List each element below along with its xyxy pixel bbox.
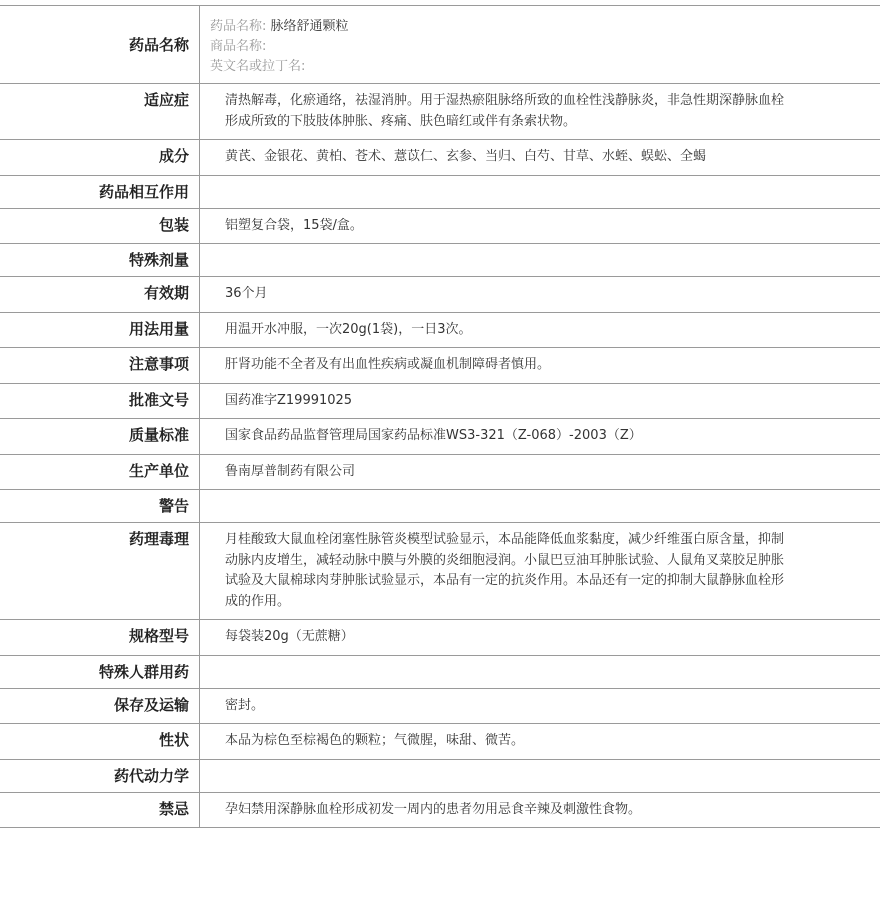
approval-number-value: 国药准字Z19991025 [225, 392, 353, 408]
usage-dosage-label: 用法用量 [0, 313, 200, 348]
drug-info-table [0, 5, 880, 828]
manufacturer-value: 鲁南厚普制药有限公司 [225, 463, 356, 479]
warning-row [0, 490, 880, 523]
trade-name-line [210, 37, 870, 57]
generic-name-label: 药品名称: [210, 19, 267, 34]
interactions-row [0, 176, 880, 209]
shelf-life-value: 36个月 [225, 286, 268, 301]
generic-name-line [210, 17, 870, 37]
drug-name-value [200, 6, 880, 83]
english-name-label: 英文名或拉丁名: [210, 59, 306, 74]
usage-dosage-row [0, 313, 880, 349]
specification-label: 规格型号 [0, 620, 200, 655]
pharmacology-toxicology-value: 月桂酸致大鼠血栓闭塞性脉管炎模型试验显示，本品能降低血浆黏度，减少纤维蛋白原含量，抑制动脉内皮增生，减轻动脉中膜与外膜的炎细胞浸润。小鼠巴豆油耳肿胀试验、人鼠角叉菜胶足肿胀试验及大鼠棉球肉芽肿胀试验显示，本品有一定的抗炎作用。本品还有一定的抑制大鼠静脉血栓形成的作用。 [225, 532, 785, 609]
contraindications-label: 禁忌 [0, 793, 200, 828]
packaging-value: 铝塑复合袋，15袋/盒。 [225, 217, 363, 233]
description-row [0, 724, 880, 760]
special-dosage-label: 特殊剂量 [0, 244, 200, 276]
specification-row [0, 620, 880, 656]
approval-number-row [0, 384, 880, 420]
special-populations-row [0, 656, 880, 689]
description-label: 性状 [0, 724, 200, 759]
special-dosage-row [0, 244, 880, 277]
shelf-life-row [0, 277, 880, 313]
pharmacokinetics-row [0, 760, 880, 793]
precautions-row [0, 348, 880, 384]
indications-value: 清热解毒，化瘀通络，祛湿消肿。用于湿热瘀阻脉络所致的血栓性浅静脉炎，非急性期深静脉血栓形成所致的下肢肢体肿胀、疼痛、肤色暗红或伴有条索状物。 [225, 93, 785, 129]
special-populations-value [200, 656, 880, 688]
indications-label: 适应症 [0, 84, 200, 139]
packaging-row [0, 209, 880, 245]
interactions-label: 药品相互作用 [0, 176, 200, 208]
generic-name-value: 脉络舒通颗粒 [270, 19, 349, 34]
quality-standard-row [0, 419, 880, 455]
indications-row [0, 84, 880, 140]
precautions-label: 注意事项 [0, 348, 200, 383]
interactions-value [200, 176, 880, 208]
drug-name-row [0, 6, 880, 84]
pharmacokinetics-value [200, 760, 880, 792]
ingredients-row [0, 140, 880, 176]
storage-transport-label: 保存及运输 [0, 689, 200, 724]
ingredients-label: 成分 [0, 140, 200, 175]
contraindications-value: 孕妇禁用深静脉血栓形成初发一周内的患者勿用忌食辛辣及刺激性食物。 [225, 801, 642, 817]
storage-transport-row [0, 689, 880, 725]
shelf-life-label: 有效期 [0, 277, 200, 312]
quality-standard-value: 国家食品药品监督管理局国家药品标准WS3-321（Z-068）-2003（Z） [225, 428, 642, 443]
drug-name-label: 药品名称 [0, 6, 200, 83]
precautions-value: 肝肾功能不全者及有出血性疾病或凝血机制障碍者慎用。 [225, 357, 551, 372]
pharmacology-toxicology-row [0, 523, 880, 620]
usage-dosage-value: 用温开水冲服，一次20g(1袋)，一日3次。 [225, 321, 472, 337]
special-populations-label: 特殊人群用药 [0, 656, 200, 688]
trade-name-label: 商品名称: [210, 39, 267, 54]
warning-label: 警告 [0, 490, 200, 522]
ingredients-value: 黄芪、金银花、黄柏、苍术、薏苡仁、玄参、当归、白芍、甘草、水蛭、蜈蚣、全蝎 [225, 149, 707, 164]
warning-value [200, 490, 880, 522]
manufacturer-label: 生产单位 [0, 455, 200, 490]
description-value: 本品为棕色至棕褐色的颗粒；气微腥，味甜、微苦。 [225, 733, 525, 748]
specification-value: 每袋装20g（无蔗糖） [225, 629, 354, 644]
manufacturer-row [0, 455, 880, 491]
pharmacokinetics-label: 药代动力学 [0, 760, 200, 792]
pharmacology-toxicology-label: 药理毒理 [0, 523, 200, 619]
packaging-label: 包装 [0, 209, 200, 244]
approval-number-label: 批准文号 [0, 384, 200, 419]
quality-standard-label: 质量标准 [0, 419, 200, 454]
storage-transport-value: 密封。 [225, 697, 265, 713]
special-dosage-value [200, 244, 880, 276]
contraindications-row [0, 793, 880, 829]
english-name-line [210, 57, 870, 77]
